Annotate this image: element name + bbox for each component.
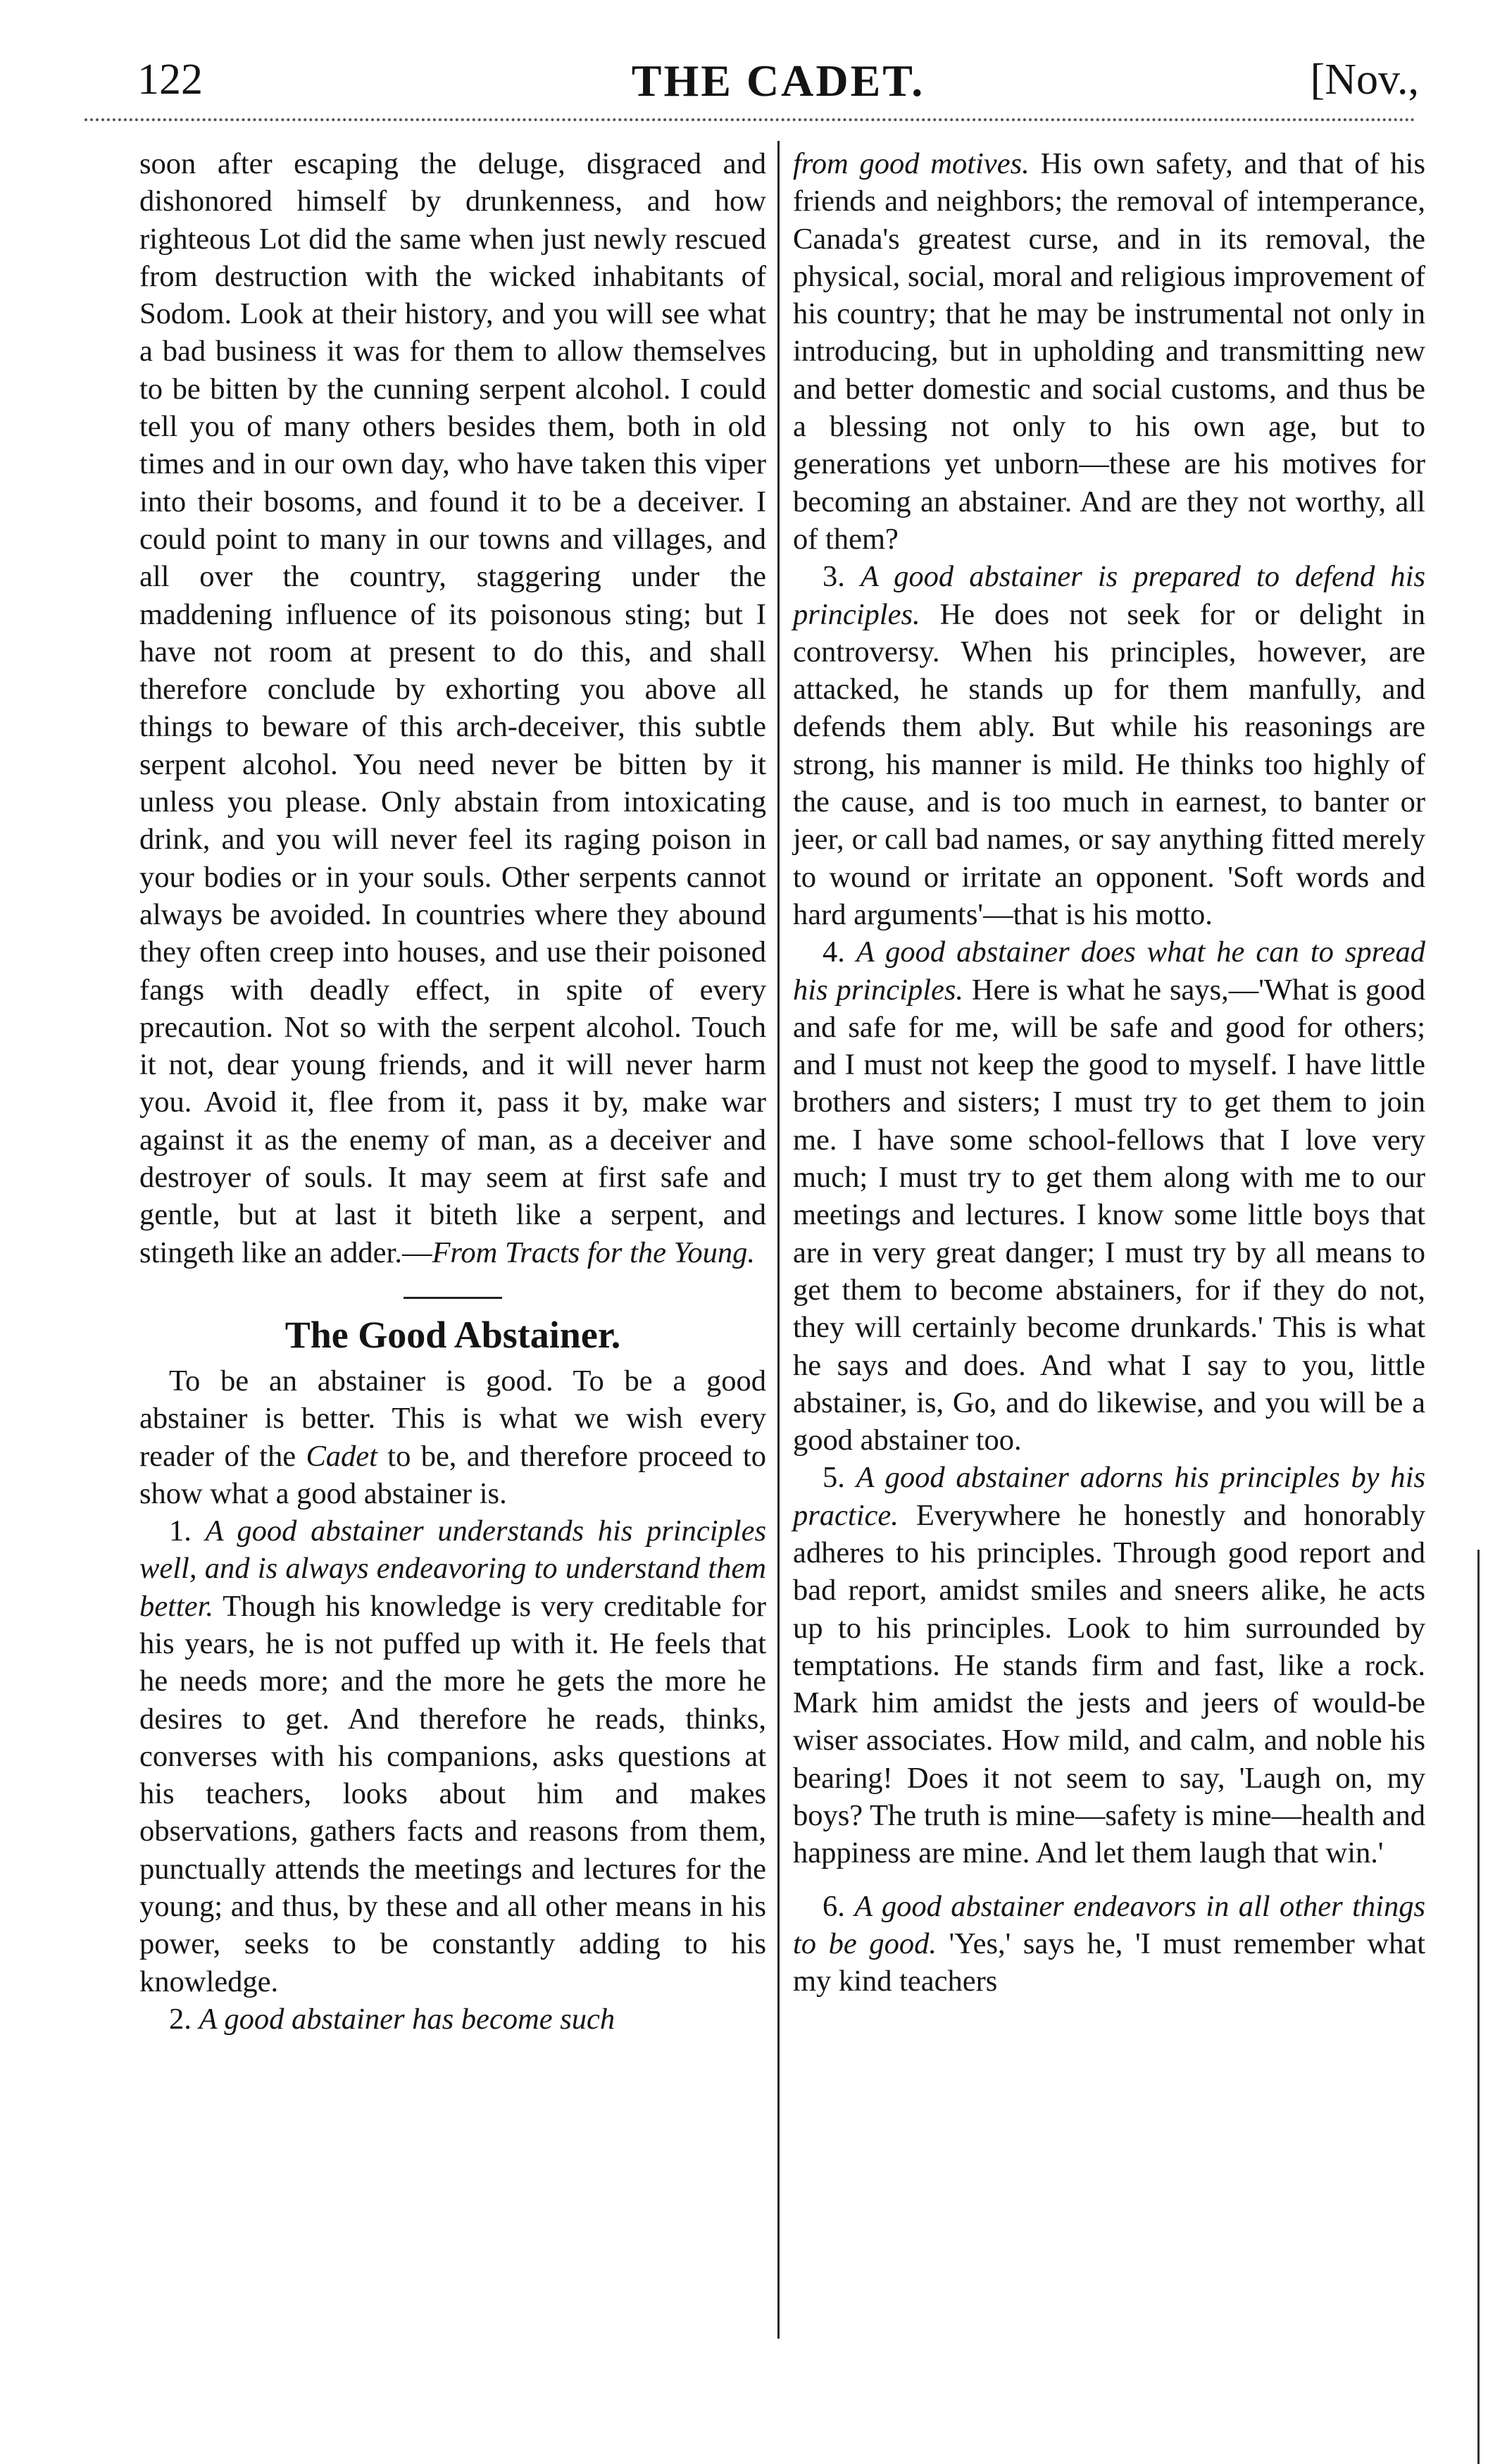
point-6-lead: A good abstainer endeavors in all other things to be good. [793, 1889, 1426, 1960]
intro-cadet-title: Cadet [306, 1439, 377, 1473]
point-4-paragraph [793, 933, 1425, 1459]
running-title: THE CADET. [631, 56, 925, 106]
point-3-number: 3. [823, 560, 861, 594]
point-3-body: He does not seek for or delight in controversy. When his principles, however, are attacked, he stands up for them manfully, and defends them ably. But while his reasonings are strong, his manner is mild. He thinks too highly of the cause, and is too much in earnest, to banter or jeer, or call bad names, or say anything fitted merely to wound or irritate an opponent. 'Soft words and hard arguments'—that is his motto. [793, 597, 1425, 931]
point-6-body: 'Yes,' says he, 'I must remember what my kind teachers [793, 1927, 1426, 1998]
point-5-number: 5. [823, 1461, 856, 1495]
point-2-paragraph [139, 2001, 766, 2038]
issue-date: [Nov., [1310, 56, 1419, 104]
page-number: 122 [137, 56, 203, 104]
left-column [139, 145, 766, 2038]
article-title: The Good Abstainer. [285, 1313, 621, 1356]
point-1-number: 1. [169, 1514, 206, 1548]
point-1-body: Though his knowledge is very creditable for his years, he is not puffed up with it. He feels that he needs more; and the more he gets the more he desires to get. And therefore he reads, thinks, converses with his companions, asks questions at his teachers, looks about him and makes observations, gathers facts and reasons from them, punctually attends the meetings and lectures for the young; and thus, by these and all other means in his power, seeks to be constantly adding to his knowledge. [139, 1589, 766, 1998]
intro-paragraph [139, 1362, 766, 1512]
serpent-text: soon after escaping the deluge, disgraced and dishonored himself by drunkenness, and how righteous Lot did the same when just newly rescued from destruction with the wicked inhabitants of Sodom. Look at their history, and you will see what a bad business it was for them to allow themselves to be bitten by the cunning serpent alcohol. I could tell you of many others besides them, both in old times and in our own day, who have taken this viper into their bosoms, and found it to be a deceiver. I could point to many in our towns and villages, and all over the country, staggering under the maddening influence of its poisonous sting; but I have not room at present to do this, and shall therefore conclude by exhorting you above all things to beware of this arch-deceiver, this subtle serpent alcohol. You need never be bitten by it unless you please. Only abstain from intoxicating drink, and you will never feel its raging poison in your bodies or in your souls. Other serpents cannot always be avoided. In countries where they abound they often creep into houses, and use their poisoned fangs with deadly effect, in spite of every precaution. Not so with the serpent alcohol. Touch it not, dear young friends, and it will never harm you. Avoid it, flee from it, pass it by, make war against it as the enemy of man, as a deceiver and destroyer of souls. It may seem at first safe and gentle, but at last it biteth like a serpent, and stingeth like an adder.— [139, 147, 766, 1269]
point-4-lead: A good abstainer does what he can to spread his principles. [793, 935, 1426, 1007]
paragraph-gap [793, 1872, 1425, 1888]
page-edge-rule [1477, 1550, 1480, 2464]
point-4-body: Here is what he says,—'What is good and safe for me, will be safe and good for others; and I must not keep the good to myself. I have little brothers and sisters; I must try to get them to join me. I have some school-fellows that I love very much; I must try to get them along with me to our meetings and lectures. I know some little boys that are in very great danger; I must try by all means to get them to become abstainers, for if they do not, they will certainly become drunkards.' This is what he says and does. And what I say to you, little abstainer, is, Go, and do likewise, and you will be a good abstainer too. [793, 973, 1425, 1457]
point-6-paragraph [793, 1888, 1425, 2001]
point-5-paragraph [793, 1459, 1425, 1872]
point-1-paragraph [139, 1512, 766, 2001]
point-6-number: 6. [823, 1889, 855, 1923]
point-2-lead: A good abstainer has become such [199, 2002, 615, 2036]
point-2-continued-body: His own safety, and that of his friends and neighbors; the removal of intemperance, Canada's greatest curse, and in its removal, the physical, social, moral and religious improvement of his country; that he may be instrumental not only in introducing, but in upholding and transmitting new and better domestic and social customs, and thus be a blessing not only to his own age, but to generations yet unborn—these are his motives for becoming an abstainer. And are they not worthy, all of them? [793, 147, 1425, 556]
point-5-lead: A good abstainer adorns his principles by his practice. [793, 1461, 1425, 1532]
intro-text-a: To be an abstainer is good. To be a good abstainer is better. This is what we wish every reader of the [139, 1364, 766, 1473]
point-3-lead: A good abstainer is prepared to defend his principles. [793, 560, 1425, 631]
source-citation: From Tracts for the Young. [432, 1236, 756, 1269]
point-1-lead: A good abstainer understands his principles well, and is always endeavoring to understand them better. [139, 1514, 766, 1623]
point-2-continued-lead: from good motives. [793, 147, 1030, 180]
column-divider [777, 141, 780, 2339]
serpent-paragraph [139, 145, 766, 1271]
point-2-continued [793, 145, 1425, 558]
intro-text-b: to be, and therefore proceed to show what a good abstainer is. [139, 1439, 766, 1510]
point-4-number: 4. [823, 935, 856, 969]
page-header [137, 55, 1419, 118]
article-separator-rule [404, 1297, 502, 1299]
header-rule [85, 118, 1415, 121]
point-5-body: Everywhere he honestly and honorably adheres to his principles. Through good report and bad report, amidst smiles and sneers alike, he acts up to his principles. Look to him surrounded by temptations. He stands firm and fast, like a rock. Mark him amidst the jests and jeers of would-be wiser associates. How mild, and calm, and noble his bearing! Does it not seem to say, 'Laugh on, my boys? The truth is mine—safety is mine—health and happiness are mine. And let them laugh that win.' [793, 1498, 1425, 1870]
point-2-number: 2. [169, 2002, 199, 2036]
right-column [793, 145, 1425, 2001]
point-3-paragraph [793, 558, 1425, 933]
